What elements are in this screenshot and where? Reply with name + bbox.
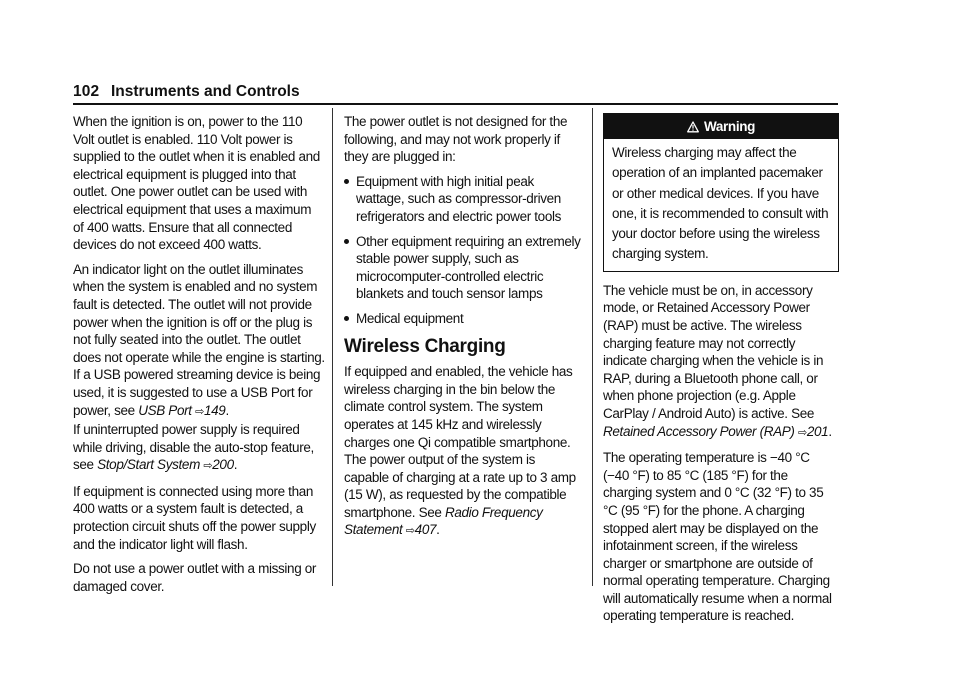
bullet-icon	[344, 179, 349, 184]
list-item-text: Other equipment requiring an extremely stable power supply, such as microcomputer-controlled electric blankets and touch sensor lamps	[356, 233, 581, 302]
usb-port-link[interactable]: USB Port	[138, 402, 192, 418]
page-header	[73, 83, 838, 103]
paragraph-operating-temperature: The operating temperature is −40 °C (−40 °F) to 85 °C (185 °F) for the charging system and 0 °C (32 °F) to 35 °C (95 °F) for the phone. A charging stopped alert may be displayed on the infotainment screen, if the wireless charger or smartphone are outside of normal operating temperature. Charging will automatically resume when a normal operating temperature is reached.	[603, 450, 832, 624]
punctuation: .	[828, 423, 832, 439]
bullet-list	[344, 173, 582, 328]
radio-frequency-statement-link[interactable]: Radio Frequency Statement	[344, 504, 543, 538]
column-divider-left	[332, 108, 333, 586]
list-item	[344, 310, 582, 328]
punctuation: .	[436, 522, 440, 538]
wireless-charging-heading: Wireless Charging	[344, 335, 506, 357]
bullet-icon	[344, 239, 349, 244]
column-right	[603, 113, 839, 632]
retained-accessory-power-link[interactable]: Retained Accessory Power (RAP)	[603, 423, 795, 439]
usb-port-page-link[interactable]: 149	[203, 402, 226, 418]
header-rule	[73, 103, 838, 105]
section-title: Instruments and Controls	[111, 83, 300, 100]
paragraph-wireless-charging	[344, 363, 582, 541]
paragraph-text: If equipped and enabled, the vehicle has wireless charging in the bin below the climate control system. The system operates at 145 kHz and wirelessly charges one Qi compatible smartphone. The power output of the system is capable of charging at a rate up to 3 amp (15 W), as requested by the compatible smartphone. See	[344, 364, 576, 520]
warning-triangle-icon	[687, 121, 699, 133]
list-item-text: Equipment with high initial peak wattage, such as compressor-driven refrigerators and electric power tools	[356, 173, 562, 224]
list-item	[344, 173, 582, 226]
paragraph-damaged-cover: Do not use a power outlet with a missing or damaged cover.	[73, 561, 317, 594]
column-divider-right	[592, 108, 593, 586]
page-ref-arrow-icon: ⇨	[195, 405, 204, 418]
list-item-text: Medical equipment	[356, 310, 464, 326]
list-item	[344, 233, 582, 303]
page-ref-arrow-icon: ⇨	[797, 426, 807, 439]
bullet-icon	[344, 316, 349, 321]
paragraph-vehicle-mode	[603, 282, 839, 442]
punctuation: .	[233, 457, 238, 473]
paragraph-text: An indicator light on the outlet illuminates when the system is enabled and no system fault is detected. The outlet will not provide power when the ignition is off or the plug is not fully seated into the outlet. The outlet does not operate while the engine is starting. If a USB powered streaming device is being used, it is suggested to use a USB Port for power, see	[73, 261, 325, 418]
stop-start-system-link[interactable]: Stop/Start System	[97, 457, 200, 473]
rap-page-link[interactable]: 201	[806, 423, 829, 439]
page-number: 102	[73, 83, 100, 100]
punctuation: .	[225, 402, 229, 418]
stop-start-page-link[interactable]: 200	[212, 457, 234, 473]
column-middle	[344, 113, 582, 548]
paragraph-protection-circuit: If equipment is connected using more than 400 watts or a system fault is detected, a protection circuit shuts off the power supply and the indicator light will flash.	[73, 483, 316, 552]
warning-header	[604, 114, 838, 139]
page-ref-arrow-icon: ⇨	[405, 525, 415, 538]
radio-frequency-page-link[interactable]: 407	[414, 522, 437, 538]
paragraph-text: If uninterrupted power supply is required while driving, disable the auto-stop feature, see	[73, 422, 314, 473]
warning-box	[603, 113, 839, 272]
column-left	[73, 113, 325, 602]
page-ref-arrow-icon: ⇨	[203, 460, 213, 473]
paragraph-text: The vehicle must be on, in accessory mode, or Retained Accessory Power (RAP) must be active. The wireless charging feature may not correctly indicate charging when the vehicle is in RAP, during a Bluetooth phone call, or when phone projection (e.g. Apple CarPlay / Android Auto) is active. See	[603, 282, 824, 421]
paragraph-110v-outlet: When the ignition is on, power to the 110 Volt outlet is enabled. 110 Volt power is supplied to the outlet when it is enabled and electrical equipment is plugged into that outlet. One power outlet can be used with electrical equipment that uses a maximum of 400 watts. Ensure that all connected devices do not exceed 400 watts.	[73, 114, 320, 253]
paragraph-auto-stop	[73, 421, 325, 476]
warning-text: Wireless charging may affect the operation of an implanted pacemaker or other medical devices. If you have one, it is recommended to consult with your doctor before using the wireless charging system.	[612, 145, 829, 262]
paragraph-indicator-light	[73, 261, 325, 421]
paragraph-not-designed: The power outlet is not designed for the following, and may not work properly if they are plugged in:	[344, 114, 568, 165]
warning-title: Warning	[703, 118, 756, 134]
